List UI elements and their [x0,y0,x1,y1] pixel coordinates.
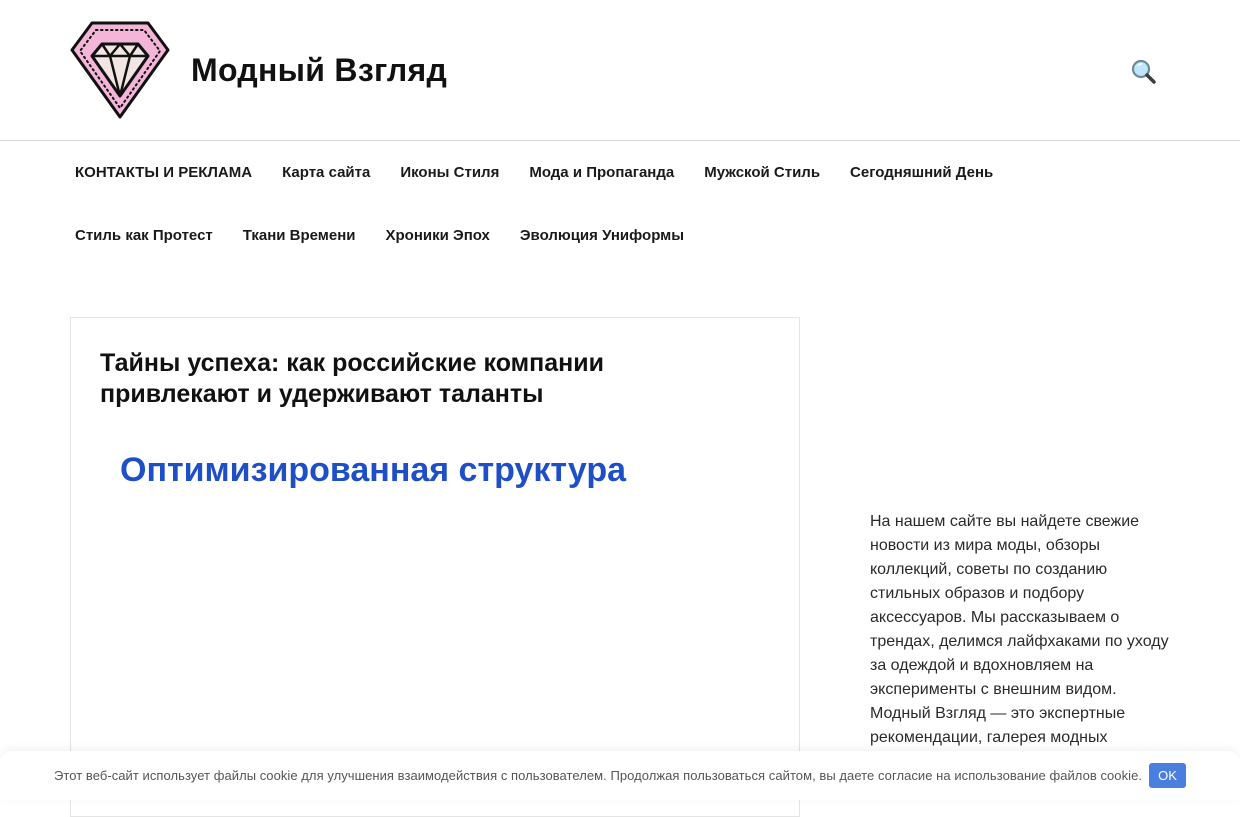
cookie-text: Этот веб-сайт использует файлы cookie для улучшения взаимодействия с пользователем. Продолжая пользоваться сайтом, вы даете согласие на использование файлов cookie. [54,768,1143,783]
nav-item-style-protest[interactable]: Стиль как Протест [75,227,213,244]
main-navigation [60,141,1060,267]
nav-row-2 [60,204,1060,267]
nav-item-fashion-propaganda[interactable]: Мода и Пропаганда [529,164,675,181]
nav-item-mens-style[interactable]: Мужской Стиль [704,164,821,181]
nav-item-fabrics-time[interactable]: Ткани Времени [242,227,356,244]
article-title: Тайны успеха: как российские компании привлекают и удерживают таланты [100,349,604,408]
nav-item-sitemap[interactable]: Карта сайта [282,164,371,181]
nav-item-style-icons[interactable]: Иконы Стиля [400,164,500,181]
nav-item-chronicles[interactable]: Хроники Эпох [385,227,490,244]
nav-item-today[interactable]: Сегодняшний День [850,164,994,181]
search-button[interactable] [1128,56,1160,88]
nav-item-contacts[interactable]: КОНТАКТЫ И РЕКЛАМА [75,164,253,181]
site-logo[interactable] [70,20,170,120]
article-card [70,317,800,817]
cookie-banner [0,751,1240,800]
magnifier-icon [1128,56,1160,88]
sidebar-about: На нашем сайте вы найдете свежие новости из мира моды, обзоры коллекций, советы по созданию стильных образов и подбору аксессуаров. Мы рассказываем о трендах, делимся лайфхаками по уходу за одеждой и вдохновляем на эксперименты с внешним видом. Модный Взгляд — это экспертные рекомендации, галерея модных [870,513,1169,746]
site-header [0,0,1240,141]
cookie-ok-button[interactable]: OK [1149,763,1186,788]
diamond-badge-icon [70,20,170,120]
site-title[interactable]: Модный Взгляд [191,52,448,88]
nav-item-uniform-evolution[interactable]: Эволюция Униформы [519,227,685,244]
article-subheading: Оптимизированная структура [120,451,626,489]
nav-row-1 [60,141,1060,204]
article-image-clip [120,446,626,489]
